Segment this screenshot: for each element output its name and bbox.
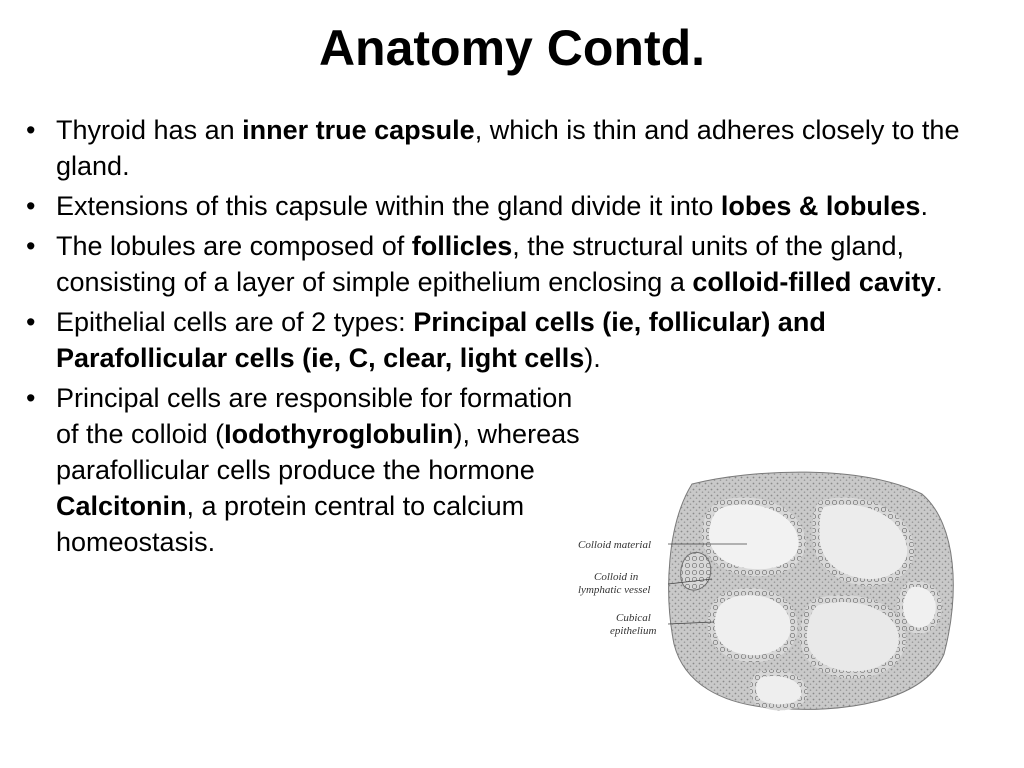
bullet-marker: • <box>26 307 36 337</box>
slide-title: Anatomy Contd. <box>318 20 706 76</box>
follicle <box>900 584 939 631</box>
bullet-item <box>22 228 997 300</box>
lymphatic-vessel-colloid <box>681 552 711 590</box>
bullet-bold-term: Iodothyroglobulin <box>224 419 454 449</box>
thyroid-histology-figure <box>572 464 960 714</box>
follicle <box>711 592 794 659</box>
bullet-text-segment: ), whereas parafollicular cells produce the hormone <box>56 419 580 485</box>
bullet-text-segment: , which is thin and adheres closely to the gland. <box>56 115 960 181</box>
bullet-item <box>22 380 586 560</box>
bullet-bold-term: colloid-filled cavity <box>692 267 936 297</box>
label-cubical: Cubical <box>616 612 651 624</box>
bullet-text-segment: Thyroid has an <box>56 115 243 145</box>
bullet-text-segment: Epithelial cells are of 2 types: <box>56 307 414 337</box>
bullet-bold-term: inner true capsule <box>242 115 475 145</box>
bullet-bold-term: follicles <box>411 231 513 261</box>
bullet-text-segment: . <box>935 267 943 297</box>
follicle <box>705 501 802 573</box>
label-epithelium: epithelium <box>610 625 657 637</box>
bullet-item <box>22 112 997 184</box>
bullet-marker: • <box>26 383 36 413</box>
bullet-marker: • <box>26 115 36 145</box>
bullet-text-segment: ). <box>584 343 601 373</box>
bullet-text-segment: Extensions of this capsule within the gland divide it into <box>56 191 721 221</box>
bullet-marker: • <box>26 191 36 221</box>
label-lymphatic-vessel: lymphatic vessel <box>578 584 651 596</box>
follicle <box>803 599 902 675</box>
label-colloid-material: Colloid material <box>578 539 652 551</box>
bullet-text-segment: , the structural units of the gland, consisting of a layer of simple epithelium enclosing a <box>56 231 904 297</box>
follicle <box>753 673 804 707</box>
thyroid-histology-illustration <box>572 464 960 714</box>
label-colloid-in: Colloid in <box>594 571 639 583</box>
bullet-marker: • <box>26 231 36 261</box>
bullet-text-segment: , a protein central to calcium homeostasis. <box>56 491 525 557</box>
bullet-bold-term: Calcitonin <box>56 491 187 521</box>
bullet-item <box>22 304 997 376</box>
bullet-text-segment: . <box>920 191 928 221</box>
bullet-bold-term: Principal cells (ie, follicular) and Parafollicular cells (ie, C, clear, light cells <box>56 307 826 373</box>
bullet-text-segment: Principal cells are responsible for formation of the colloid ( <box>56 383 573 449</box>
bullet-item <box>22 188 997 224</box>
bullet-text-segment: The lobules are composed of <box>56 231 412 261</box>
bullet-bold-term: lobes & lobules <box>720 191 921 221</box>
